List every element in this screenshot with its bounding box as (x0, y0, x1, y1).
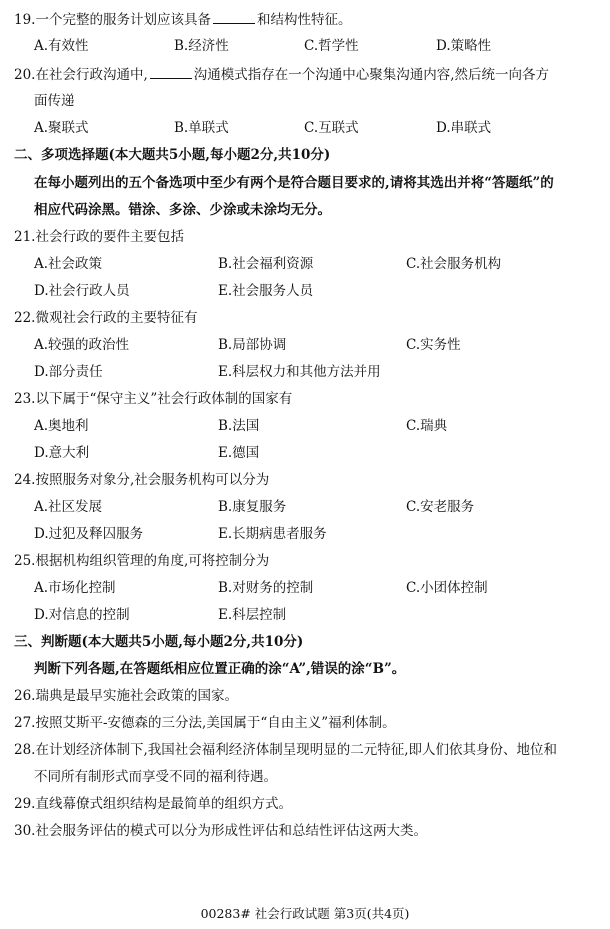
section-2-heading: 二、多项选择题(本大题共5小题,每小题2分,共10分) (14, 147, 331, 163)
q23-option-b: B.法国 (218, 418, 260, 434)
question-19-stem (14, 11, 351, 28)
question-22-stem: 22.微观社会行政的主要特征有 (14, 310, 198, 326)
q23-option-e: E.德国 (218, 445, 260, 461)
question-19-text-post: 和结构性特征。 (256, 12, 352, 28)
question-27: 27.按照艾斯平-安德森的三分法,美国属于“自由主义”福利体制。 (14, 715, 396, 731)
q24-option-d: D.过犯及释囚服务 (34, 526, 144, 542)
question-20-text-pre: 20.在社会行政沟通中, (14, 67, 148, 83)
question-28-line-1: 28.在计划经济体制下,我国社会福利经济体制呈现明显的二元特征,即人们依其身份、地位和 (14, 742, 558, 758)
question-24-stem: 24.按照服务对象分,社会服务机构可以分为 (14, 472, 270, 488)
question-26: 26.瑞典是最早实施社会政策的国家。 (14, 688, 238, 704)
q21-option-a: A.社会政策 (34, 256, 103, 272)
q19-option-b: B.经济性 (174, 38, 229, 54)
section-3-heading: 三、判断题(本大题共5小题,每小题2分,共10分) (14, 634, 304, 650)
q24-option-b: B.康复服务 (218, 499, 287, 515)
q21-option-b: B.社会福利资源 (218, 256, 314, 272)
q25-option-c: C.小团体控制 (406, 580, 488, 596)
question-19-text-pre: 19.一个完整的服务计划应该具备 (14, 12, 211, 28)
q20-option-b: B.单联式 (174, 120, 229, 136)
q23-option-a: A.奥地利 (34, 418, 89, 434)
question-28-line-2: 不同所有制形式而享受不同的福利待遇。 (34, 769, 277, 785)
question-25-stem: 25.根据机构组织管理的角度,可将控制分为 (14, 553, 270, 569)
q22-option-c: C.实务性 (406, 337, 461, 353)
question-30: 30.社会服务评估的模式可以分为形成性评估和总结性评估这两大类。 (14, 823, 427, 839)
q22-option-d: D.部分责任 (34, 364, 103, 380)
question-20-text-post: 沟通模式指存在一个沟通中心聚集沟通内容,然后统一向各方 (193, 67, 550, 83)
q21-option-c: C.社会服务机构 (406, 256, 502, 272)
q25-option-e: E.科层控制 (218, 607, 287, 623)
q25-option-a: A.市场化控制 (34, 580, 116, 596)
q24-option-c: C.安老服务 (406, 499, 475, 515)
q22-option-a: A.较强的政治性 (34, 337, 130, 353)
q23-option-d: D.意大利 (34, 445, 90, 461)
section-3-instruction: 判断下列各题,在答题纸相应位置正确的涂“A”,错误的涂“B”。 (34, 661, 406, 677)
q20-option-d: D.串联式 (436, 120, 492, 136)
q21-option-e: E.社会服务人员 (218, 283, 314, 299)
q20-option-a: A.聚联式 (34, 120, 89, 136)
q22-option-b: B.局部协调 (218, 337, 287, 353)
q25-option-b: B.对财务的控制 (218, 580, 314, 596)
q19-option-c: C.哲学性 (304, 38, 359, 54)
question-29: 29.直线幕僚式组织结构是最简单的组织方式。 (14, 796, 292, 812)
section-2-instruction-line-2: 相应代码涂黑。错涂、多涂、少涂或未涂均无分。 (34, 202, 331, 218)
q25-option-d: D.对信息的控制 (34, 607, 130, 623)
answer-blank (213, 11, 255, 24)
section-2-instruction-line-1: 在每小题列出的五个备选项中至少有两个是符合题目要求的,请将其选出并将“答题纸”的 (34, 175, 554, 191)
q21-option-d: D.社会行政人员 (34, 283, 130, 299)
question-20-stem (14, 66, 549, 83)
question-21-stem: 21.社会行政的要件主要包括 (14, 229, 184, 245)
answer-blank (150, 66, 192, 79)
q19-option-a: A.有效性 (34, 38, 89, 54)
q19-option-d: D.策略性 (436, 38, 492, 54)
q23-option-c: C.瑞典 (406, 418, 448, 434)
question-23-stem: 23.以下属于“保守主义”社会行政体制的国家有 (14, 391, 293, 407)
question-20-continuation: 面传递 (34, 93, 75, 109)
q20-option-c: C.互联式 (304, 120, 359, 136)
page-footer: 00283# 社会行政试题 第3页(共4页) (200, 906, 410, 921)
q24-option-a: A.社区发展 (34, 499, 103, 515)
q24-option-e: E.长期病患者服务 (218, 526, 327, 542)
q22-option-e: E.科层权力和其他方法并用 (218, 364, 381, 380)
